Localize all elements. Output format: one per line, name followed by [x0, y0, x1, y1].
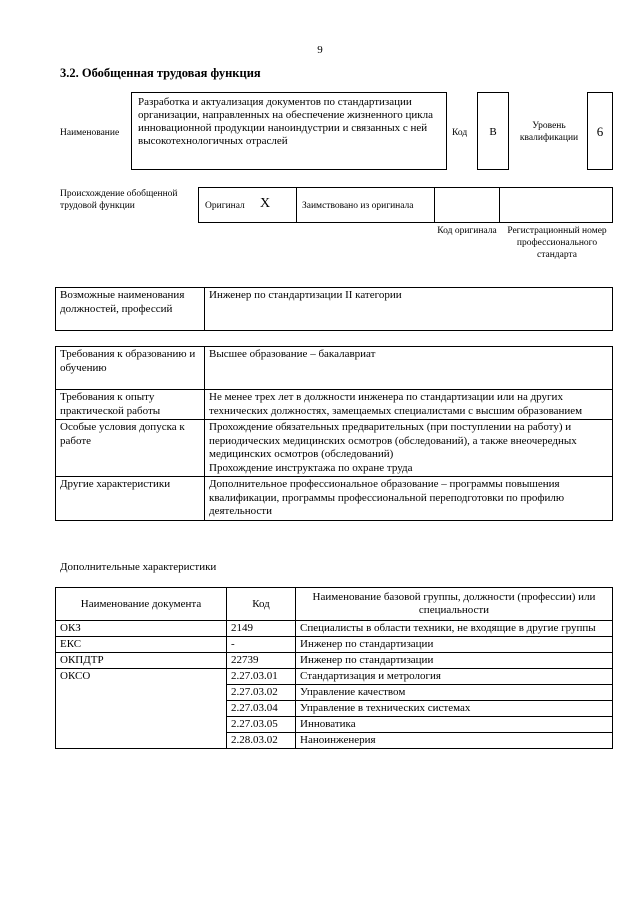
- row-name: Управление качеством: [296, 685, 613, 701]
- origin-divider-2: [434, 187, 435, 223]
- req-conditions-value: Прохождение обязательных предварительных (при поступлении на работу) и периодических медицинских осмотров (обследований), а также внеочередных медицинских осмотров (обследований): [209, 421, 577, 460]
- table-row: [56, 420, 613, 477]
- original-mark: X: [260, 196, 271, 211]
- header-doc: Наименование документа: [56, 588, 227, 621]
- row-doc: ОКПДТР: [56, 653, 227, 669]
- reg-number-label: Регистрационный номер профессионального стандарта: [507, 226, 607, 260]
- origin-divider-1: [296, 187, 297, 223]
- req-other-label: Другие характеристики: [56, 477, 205, 521]
- row-code: 2.27.03.05: [227, 717, 296, 733]
- row-code: 2.28.03.02: [227, 733, 296, 749]
- code-label: Код: [452, 128, 468, 138]
- table-row: [56, 477, 613, 521]
- name-label: Наименование: [60, 128, 120, 138]
- row-doc: ОКСО: [56, 669, 227, 749]
- row-doc: ЕКС: [56, 637, 227, 653]
- req-experience-value: Не менее трех лет в должности инженера по стандартизации или на других технических должностях, замещаемых специалистами с высшим образованием: [205, 390, 613, 420]
- row-code: 2.27.03.04: [227, 701, 296, 717]
- positions-value: Инженер по стандартизации II категории: [205, 288, 613, 331]
- row-name: Специалисты в области техники, не входящие в другие группы: [296, 621, 613, 637]
- name-value: Разработка и актуализация документов по стандартизации организации, направленных на обеспечение жизненного цикла инновационной продукции наноиндустрии и связанных с ней высокотехнологичных отраслей: [131, 92, 447, 170]
- table-row: [56, 347, 613, 390]
- req-education-value: Высшее образование – бакалавриат: [205, 347, 613, 390]
- code-value: B: [477, 92, 509, 170]
- table-row: [56, 288, 613, 331]
- row-name: Управление в технических системах: [296, 701, 613, 717]
- row-name: Инноватика: [296, 717, 613, 733]
- row-doc: ОКЗ: [56, 621, 227, 637]
- table-header-row: [56, 588, 613, 621]
- row-code: 2149: [227, 621, 296, 637]
- row-code: 22739: [227, 653, 296, 669]
- table-row: [56, 637, 613, 653]
- additional-table: [55, 587, 613, 749]
- origin-divider-3: [499, 187, 500, 223]
- req-other-value: Дополнительное профессиональное образование – программы повышения квалификации, программы профессиональной переподготовки по профилю деятельности: [205, 477, 613, 521]
- row-name: Инженер по стандартизации: [296, 637, 613, 653]
- table-row: [56, 653, 613, 669]
- req-conditions-cell: [205, 420, 613, 477]
- req-experience-label: Требования к опыту практической работы: [56, 390, 205, 420]
- level-value: 6: [587, 92, 613, 170]
- origin-label: Происхождение обобщенной трудовой функции: [60, 189, 178, 211]
- req-conditions-value-2: Прохождение инструктажа по охране труда: [209, 461, 413, 474]
- section-title: 3.2. Обобщенная трудовая функция: [60, 66, 261, 80]
- table-row: [56, 621, 613, 637]
- req-education-label: Требования к образованию и обучению: [56, 347, 205, 390]
- additional-title: Дополнительные характеристики: [60, 561, 217, 573]
- row-name: Инженер по стандартизации: [296, 653, 613, 669]
- table-row: [56, 669, 613, 685]
- row-name: Стандартизация и метрология: [296, 669, 613, 685]
- row-code: -: [227, 637, 296, 653]
- level-label: Уровень квалификации: [519, 121, 579, 143]
- row-code: 2.27.03.01: [227, 669, 296, 685]
- positions-label: Возможные наименования должностей, профессий: [56, 288, 205, 331]
- header-code: Код: [227, 588, 296, 621]
- requirements-table: [55, 346, 613, 521]
- req-conditions-label: Особые условия допуска к работе: [56, 420, 205, 477]
- row-code: 2.27.03.02: [227, 685, 296, 701]
- table-row: [56, 390, 613, 420]
- borrowed-label: Заимствовано из оригинала: [302, 201, 414, 211]
- original-label: Оригинал: [205, 201, 245, 211]
- row-name: Наноинженерия: [296, 733, 613, 749]
- code-original-label: Код оригинала: [437, 226, 497, 236]
- page-number: 9: [317, 44, 323, 56]
- positions-table: [55, 287, 613, 331]
- header-name: Наименование базовой группы, должности (профессии) или специальности: [296, 588, 613, 621]
